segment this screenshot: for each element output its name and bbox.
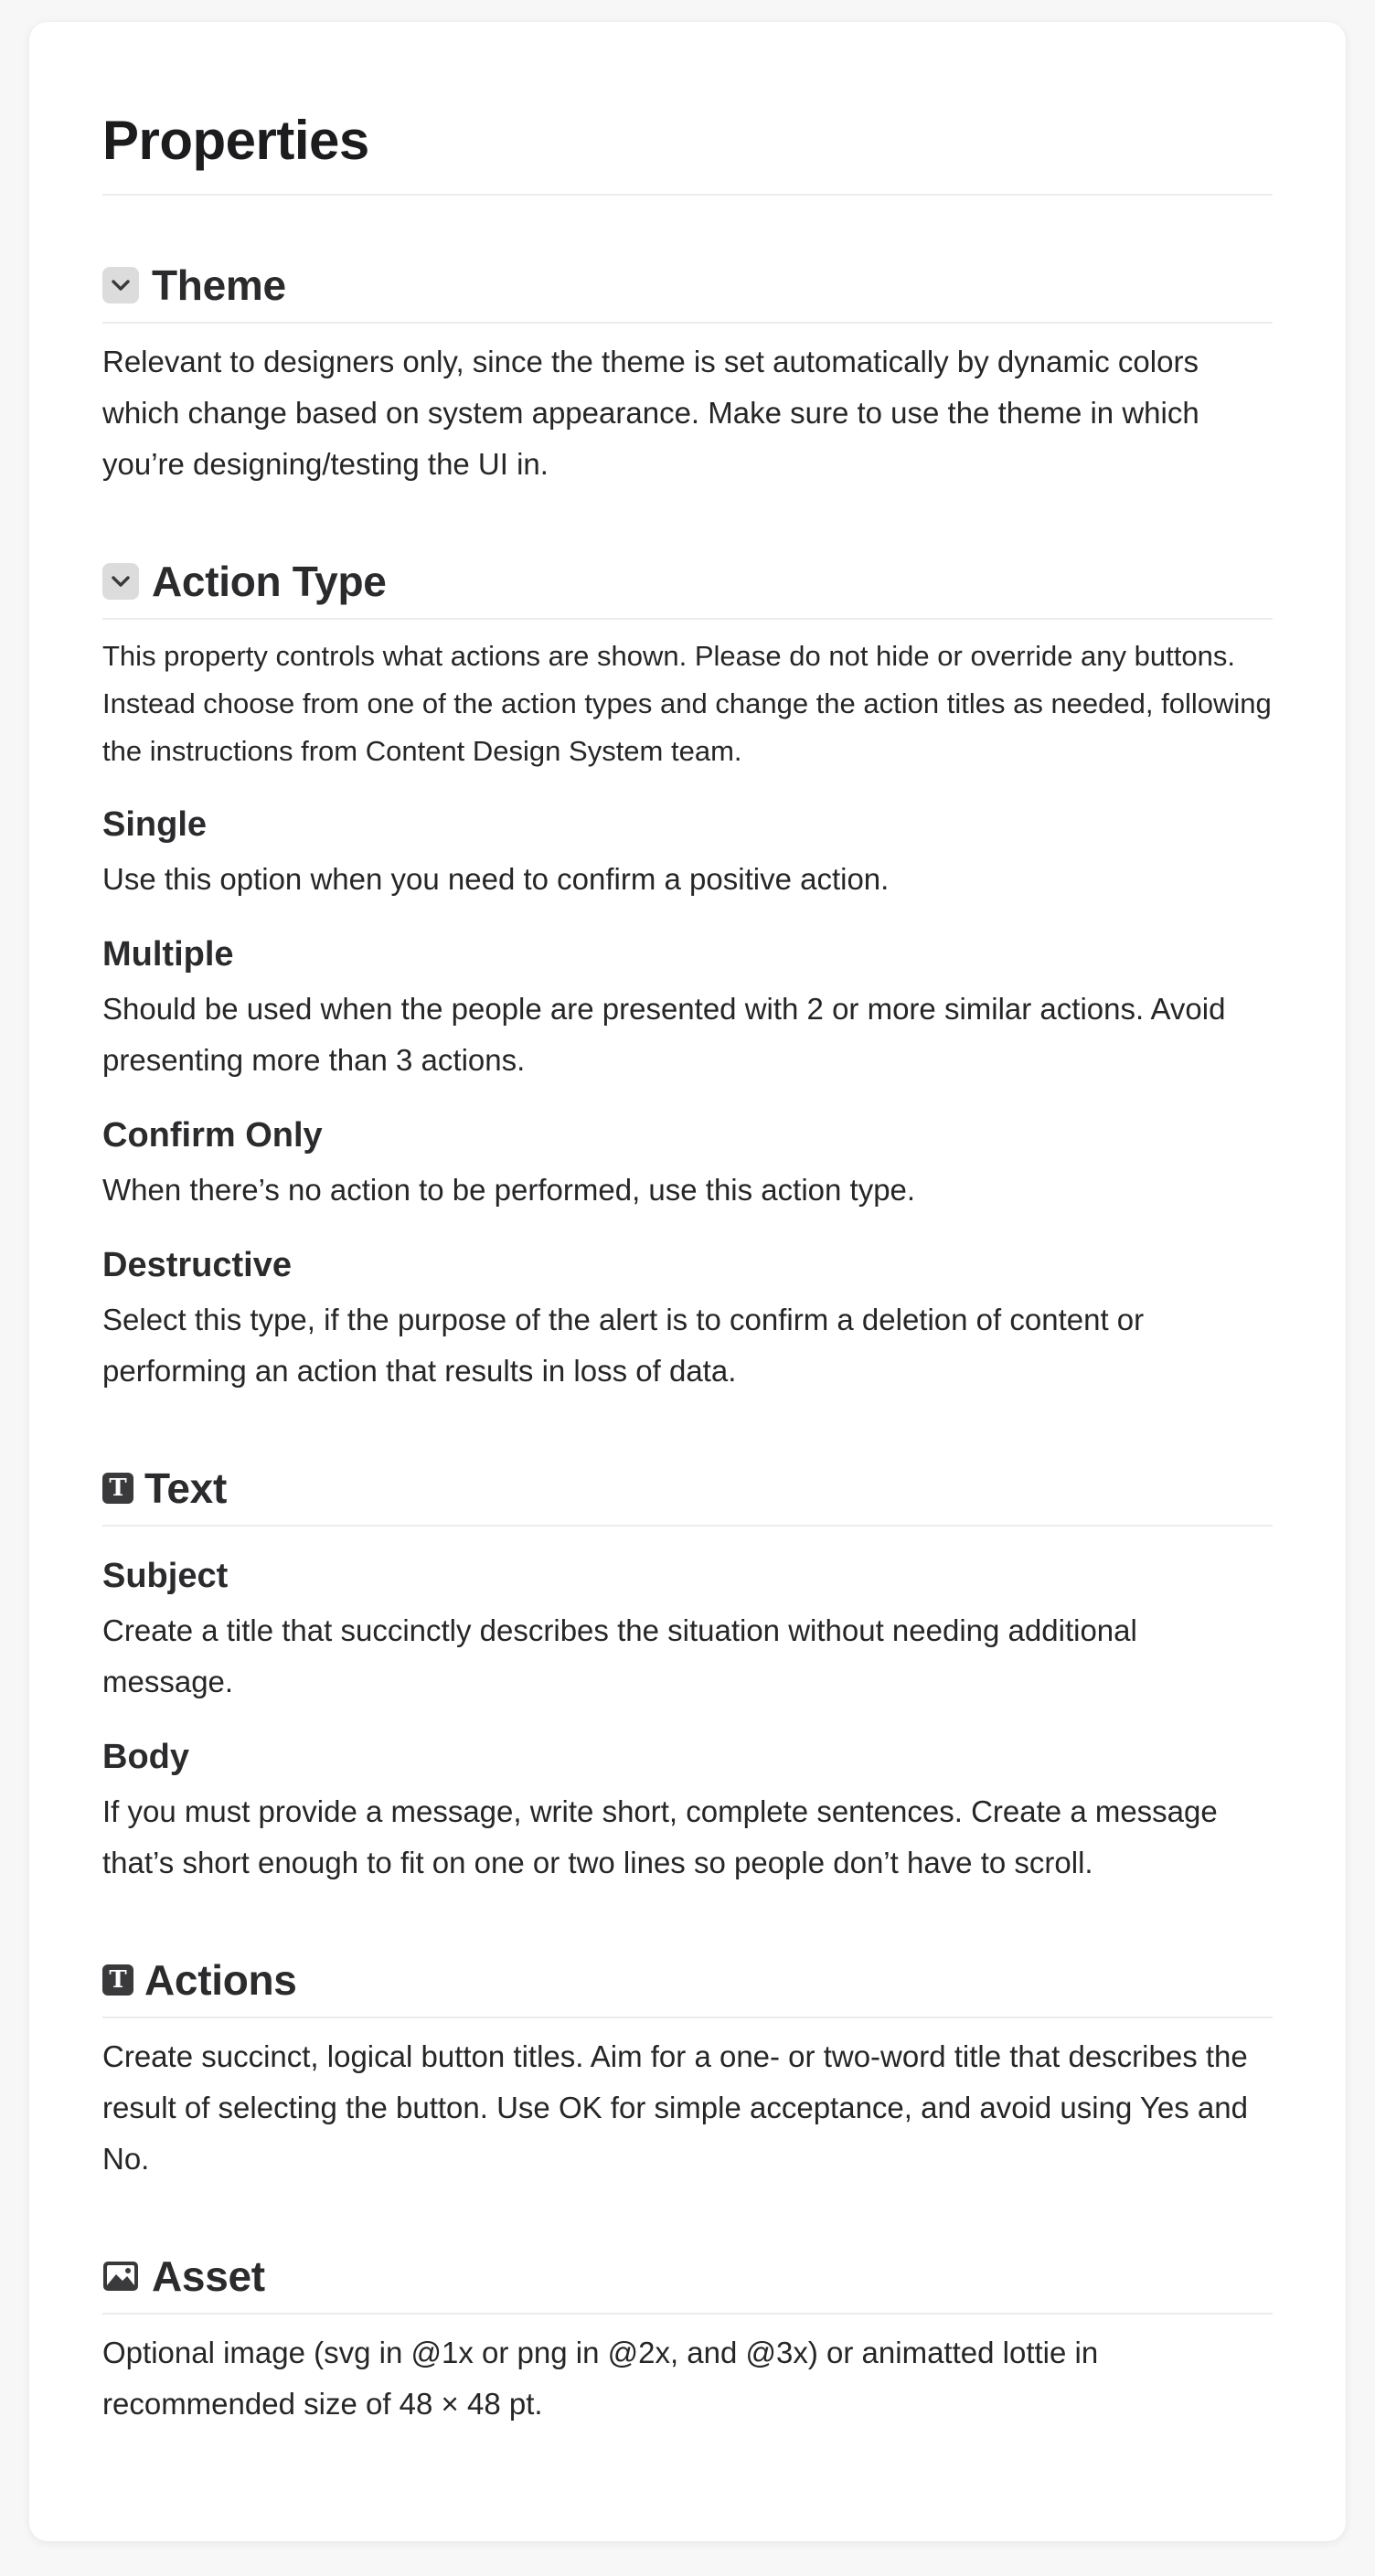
section-divider	[102, 322, 1273, 324]
text-icon: T	[102, 1473, 133, 1504]
section-title-asset: Asset	[152, 2252, 265, 2300]
subsection-body-body: If you must provide a message, write short, complete sentences. Create a message that’s short enough to fit on one or two lines so people don’t have to scroll.	[102, 1794, 1218, 1879]
page-title: Properties	[102, 110, 369, 171]
section-header-text	[102, 1461, 1273, 1516]
section-title-actions: Actions	[144, 1956, 297, 2004]
actions-description: Create succinct, logical button titles. Aim for a one- or two-word title that describes the result of selecting the button. Use OK for simple acceptance, and avoid using Yes and No.	[102, 2039, 1248, 2176]
action-type-intro: This property controls what actions are shown. Please do not hide or override any buttons. Instead choose from one of the action types and change the action titles as needed, following the instructions from Content Design System team.	[102, 640, 1272, 767]
section-header-theme[interactable]	[102, 258, 1273, 313]
theme-description: Relevant to designers only, since the theme is set automatically by dynamic colors which change based on system appearance. Make sure to use the theme in which you’re designing/testing the UI in.	[102, 345, 1199, 481]
subsection-body-confirm-only: When there’s no action to be performed, use this action type.	[102, 1173, 916, 1207]
subsection-title-multiple: Multiple	[102, 935, 234, 974]
title-divider	[102, 194, 1273, 196]
subsection-body-destructive: Select this type, if the purpose of the alert is to confirm a deletion of content or performing an action that results in loss of data.	[102, 1303, 1145, 1388]
section-title-theme: Theme	[152, 261, 286, 309]
subsection-title-body: Body	[102, 1738, 189, 1776]
section-divider	[102, 1525, 1273, 1527]
section-title-action-type: Action Type	[152, 558, 387, 605]
subsection-title-single: Single	[102, 805, 208, 844]
subsection-body-subject: Create a title that succinctly describes the situation without needing additional message.	[102, 1613, 1137, 1698]
chevron-down-icon[interactable]	[102, 563, 139, 600]
properties-card	[29, 22, 1346, 2541]
text-icon: T	[102, 1964, 133, 1996]
subsection-body-multiple: Should be used when the people are presented with 2 or more similar actions. Avoid presenting more than 3 actions.	[102, 992, 1226, 1077]
section-header-actions	[102, 1953, 1273, 2007]
image-icon	[102, 2261, 139, 2292]
chevron-down-icon[interactable]	[102, 267, 139, 303]
section-title-text: Text	[144, 1464, 227, 1512]
section-divider	[102, 618, 1273, 620]
subsection-title-subject: Subject	[102, 1557, 229, 1595]
asset-description: Optional image (svg in @1x or png in @2x, and @3x) or animatted lottie in recommended size of 48 × 48 pt.	[102, 2336, 1099, 2421]
section-header-action-type[interactable]	[102, 554, 1273, 609]
subsection-title-confirm-only: Confirm Only	[102, 1116, 323, 1155]
section-header-asset	[102, 2249, 1273, 2304]
section-divider	[102, 2017, 1273, 2018]
subsection-body-single: Use this option when you need to confirm a positive action.	[102, 862, 890, 896]
section-divider	[102, 2313, 1273, 2315]
subsection-title-destructive: Destructive	[102, 1246, 292, 1284]
